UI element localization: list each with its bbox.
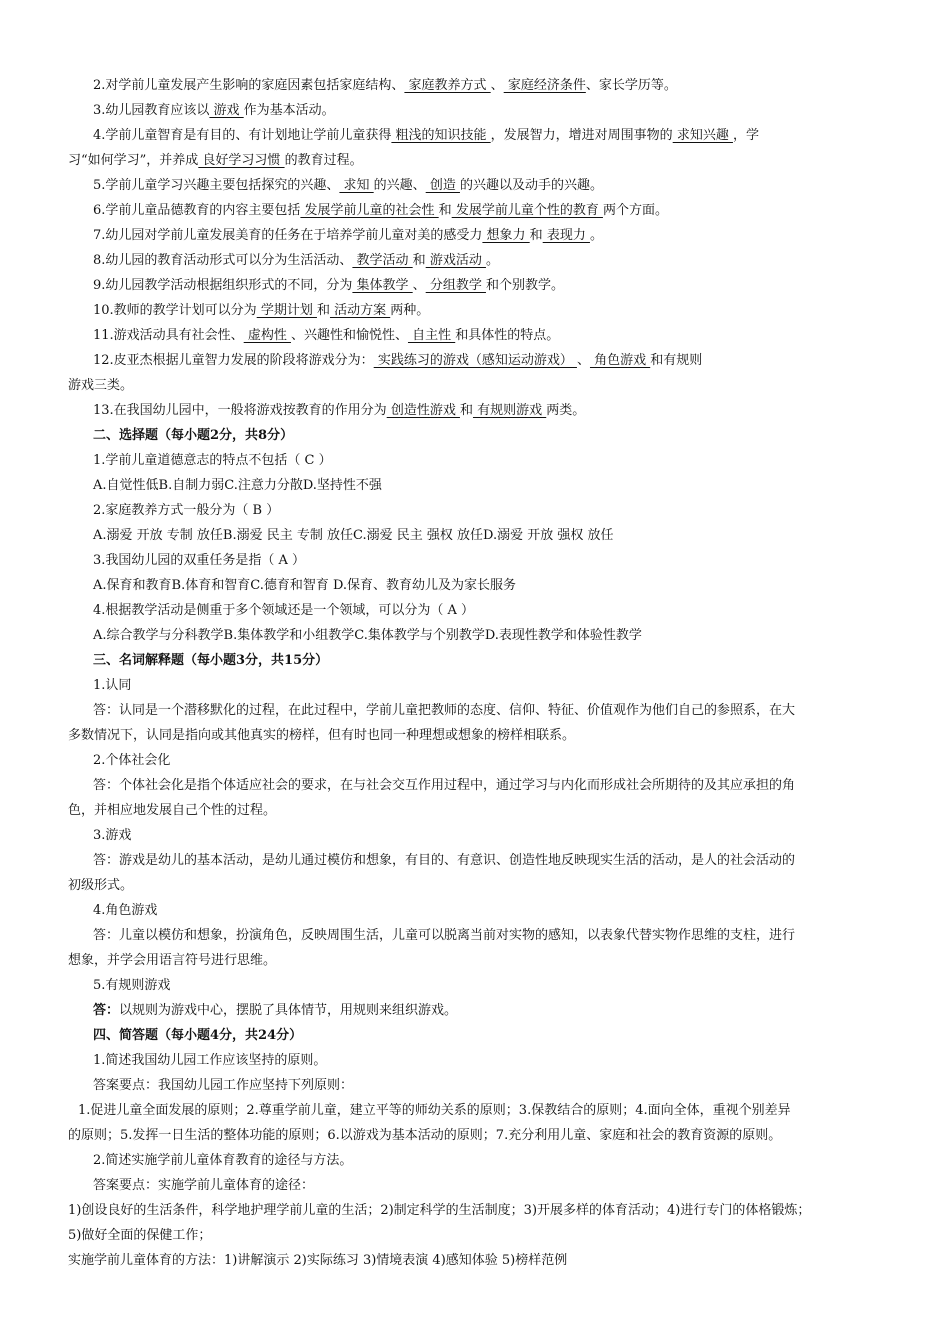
fill-q7: 7.幼儿园对学前儿童发展美育的任务在于培养学前儿童对美的感受力 想象力 和 表现力 。 xyxy=(93,228,603,243)
term-title: 5.有规则游戏 xyxy=(93,978,171,993)
choice-line: 1.学前儿童道德意志的特点不包括（ C ） xyxy=(93,453,332,468)
section-title-short-answer: 四、简答题（每小题4分，共24分） xyxy=(93,1028,303,1043)
term-title: 2.个体社会化 xyxy=(93,753,171,768)
term-answer-cont: 初级形式。 xyxy=(68,878,134,893)
fill-q9: 9.幼儿园教学活动根据组织形式的不同，分为 集体教学 、 分组教学 和个别教学。 xyxy=(93,278,564,293)
choice-line: 4.根据教学活动是侧重于多个领域还是一个领域，可以分为（ A ） xyxy=(93,603,475,618)
answer-text-cont: 5)做好全面的保健工作； xyxy=(68,1228,212,1243)
fill-q4: 4.学前儿童智育是有目的、有计划地让学前儿童获得 粗浅的知识技能 ，发展智力，增进对周围事物的 求知兴趣 ，学 xyxy=(93,128,759,143)
term-title: 3.游戏 xyxy=(93,828,132,843)
term-title: 1.认同 xyxy=(93,678,132,693)
fill-q4-cont: 习“如何学习”，并养成 良好学习习惯 的教育过程。 xyxy=(68,153,363,168)
term-answer: 答：认同是一个潜移默化的过程，在此过程中，学前儿童把教师的态度、信仰、特征、价值观作为他们自己的参照系，在大 xyxy=(93,703,796,718)
term-answer: 答：游戏是幼儿的基本活动，是幼儿通过模仿和想象，有目的、有意识、创造性地反映现实生活的活动，是人的社会活动的 xyxy=(93,853,796,868)
answer-intro: 答案要点：我国幼儿园工作应坚持下列原则： xyxy=(93,1078,354,1093)
term-answer-cont: 想象，并学会用语言符号进行思维。 xyxy=(68,953,277,968)
choice-line: A.保育和教育B.体育和智育C.德育和智育 D.保育、教育幼儿及为家长服务 xyxy=(93,578,517,593)
fill-q8: 8.幼儿园的教育活动形式可以分为生活活动、 教学活动 和 游戏活动 。 xyxy=(93,253,499,268)
answer-intro: 答案要点：实施学前儿童体育的途径： xyxy=(93,1178,315,1193)
term-answer: 答：以规则为游戏中心，摆脱了具体情节，用规则来组织游戏。 xyxy=(93,1003,458,1018)
fill-q10: 10.教师的教学计划可以分为 学期计划 和 活动方案 两种。 xyxy=(93,303,430,318)
fill-q3: 3.幼儿园教育应该以 游戏 作为基本活动。 xyxy=(93,103,335,118)
fill-q6: 6.学前儿童品德教育的内容主要包括 发展学前儿童的社会性 和 发展学前儿童个性的教育 两个方面。 xyxy=(93,203,668,218)
section-title-terms: 三、名词解释题（每小题3分，共15分） xyxy=(93,653,329,668)
choice-line: 3.我国幼儿园的双重任务是指（ A ） xyxy=(93,553,306,568)
choice-line: A.综合教学与分科教学B.集体教学和小组教学C.集体教学与个别教学D.表现性教学和体验性教学 xyxy=(93,628,642,643)
answer-text: 1.促进儿童全面发展的原则；2.尊重学前儿童，建立平等的师幼关系的原则；3.保教结合的原则；4.面向全体，重视个别差异 xyxy=(78,1103,791,1118)
fill-q11: 11.游戏活动具有社会性、 虚构性 、兴趣性和愉悦性、 自主性 和具体性的特点。 xyxy=(93,328,560,343)
term-answer: 答：儿童以模仿和想象，扮演角色，反映周围生活，儿童可以脱离当前对实物的感知，以表象代替实物作思维的支柱，进行 xyxy=(93,928,796,943)
fill-q2: 2.对学前儿童发展产生影响的家庭因素包括家庭结构、 家庭教养方式 、 家庭经济条件、家长学历等。 xyxy=(93,78,677,93)
term-answer-cont: 多数情况下，认同是指向或其他真实的榜样，但有时也同一种理想或想象的榜样相联系。 xyxy=(68,728,576,743)
short-question: 1.简述我国幼儿园工作应该坚持的原则。 xyxy=(93,1053,327,1068)
section-title-choice: 二、选择题（每小题2分，共8分） xyxy=(93,428,294,443)
choice-line: 2.家庭教养方式一般分为（ B ） xyxy=(93,503,280,518)
answer-text: 1)创设良好的生活条件，科学地护理学前儿童的生活；2)制定科学的生活制度；3)开展多样的体育活动；4)进行专门的体格锻炼； xyxy=(68,1203,811,1218)
choice-line: A.溺爱 开放 专制 放任B.溺爱 民主 专制 放任C.溺爱 民主 强权 放任D.溺爱 开放 强权 放任 xyxy=(93,528,614,543)
fill-q12: 12.皮亚杰根据儿童智力发展的阶段将游戏分为： 实践练习的游戏（感知运动游戏） 、 角色游戏 和有规则 xyxy=(93,353,703,368)
fill-q13: 13.在我国幼儿园中，一般将游戏按教育的作用分为 创造性游戏 和 有规则游戏 两类。 xyxy=(93,403,586,418)
term-answer: 答：个体社会化是指个体适应社会的要求，在与社会交互作用过程中，通过学习与内化而形成社会所期待的及其应承担的角 xyxy=(93,778,796,793)
answer-text: 实施学前儿童体育的方法：1)讲解演示 2)实际练习 3)情境表演 4)感知体验 5)榜样范例 xyxy=(68,1253,568,1268)
choice-line: A.自觉性低B.自制力弱C.注意力分散D.坚持性不强 xyxy=(93,478,382,493)
term-title: 4.角色游戏 xyxy=(93,903,158,918)
fill-q5: 5.学前儿童学习兴趣主要包括探究的兴趣、 求知 的兴趣、 创造 的兴趣以及动手的兴趣。 xyxy=(93,178,603,193)
fill-q12-cont: 游戏三类。 xyxy=(68,378,134,393)
term-answer-cont: 色，并相应地发展自己个性的过程。 xyxy=(68,803,277,818)
short-question: 2.简述实施学前儿童体育教育的途径与方法。 xyxy=(93,1153,353,1168)
answer-text-cont: 的原则；5.发挥一日生活的整体功能的原则；6.以游戏为基本活动的原则；7.充分利用儿童、家庭和社会的教育资源的原则。 xyxy=(68,1128,782,1143)
